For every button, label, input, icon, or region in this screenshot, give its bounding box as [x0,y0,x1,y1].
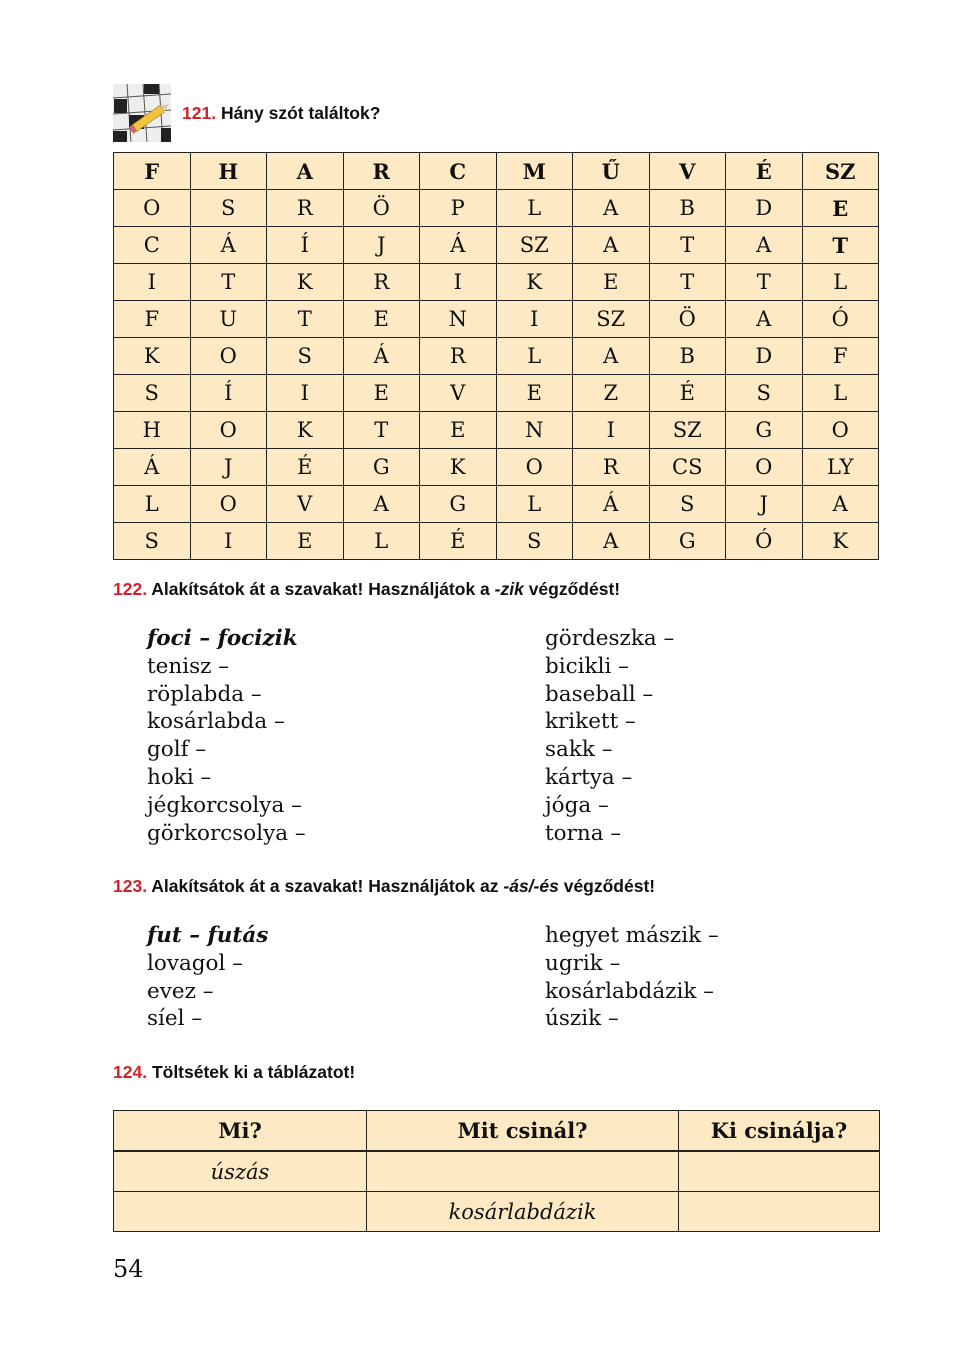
grid-cell[interactable]: L [802,264,879,301]
grid-cell[interactable]: K [267,412,344,449]
exercise-title-part: Alakítsátok át a szavakat! Használjátok az [151,876,504,896]
grid-cell[interactable]: B [649,190,726,227]
exercise-123-heading [113,876,655,897]
grid-row [114,449,879,486]
grid-cell[interactable]: O [496,449,573,486]
grid-row [114,412,879,449]
grid-cell[interactable]: K [267,264,344,301]
grid-cell[interactable]: O [726,449,803,486]
grid-cell[interactable]: L [343,523,420,560]
grid-cell[interactable]: E [420,412,497,449]
grid-cell[interactable]: I [114,264,191,301]
grid-cell[interactable]: I [420,264,497,301]
grid-cell[interactable]: A [726,227,803,264]
grid-cell[interactable]: V [267,486,344,523]
grid-cell[interactable]: O [802,412,879,449]
grid-cell[interactable]: L [802,375,879,412]
grid-cell[interactable]: G [343,449,420,486]
grid-cell[interactable]: O [190,338,267,375]
grid-cell[interactable]: N [496,412,573,449]
grid-cell[interactable]: SZ [573,301,650,338]
word-item: jégkorcsolya – [147,792,302,818]
grid-cell[interactable]: G [726,412,803,449]
grid-cell[interactable]: Á [190,227,267,264]
grid-row [114,523,879,560]
grid-cell[interactable]: F [114,301,191,338]
grid-cell[interactable]: T [343,412,420,449]
word-item: lovagol – [147,950,243,976]
word-item: ugrik – [545,950,621,976]
grid-cell[interactable]: E [802,190,879,227]
exercise-title: Töltsétek ki a táblázatot! [151,1062,356,1082]
grid-cell[interactable]: M [496,153,573,190]
grid-cell[interactable]: K [420,449,497,486]
word-item: röplabda – [147,681,262,707]
grid-cell[interactable]: L [496,338,573,375]
exercise-122-heading [113,579,620,600]
grid-row [114,153,879,190]
table-cell[interactable] [367,1151,679,1192]
grid-cell[interactable]: G [420,486,497,523]
grid-cell[interactable]: L [496,190,573,227]
grid-cell[interactable]: Ó [726,523,803,560]
grid-cell[interactable]: A [573,227,650,264]
exercise-title-part: végződést! [523,579,621,599]
exercise-title-part: Alakítsátok át a szavakat! Használjátok a [151,579,495,599]
column-header-who: Ki csinálja? [679,1111,880,1152]
grid-cell[interactable]: T [649,227,726,264]
grid-cell[interactable]: S [726,375,803,412]
grid-cell[interactable]: B [649,338,726,375]
grid-cell[interactable]: Ű [573,153,650,190]
grid-cell[interactable]: T [649,264,726,301]
word-item: gördeszka – [545,626,675,651]
grid-row [114,486,879,523]
grid-cell[interactable]: S [496,523,573,560]
grid-cell[interactable]: N [420,301,497,338]
grid-cell[interactable]: D [726,338,803,375]
exercise-124-heading [113,1062,355,1083]
grid-cell[interactable]: C [114,227,191,264]
grid-cell[interactable]: E [267,523,344,560]
grid-cell[interactable]: A [267,153,344,190]
word-item: kártya – [545,764,633,790]
grid-cell[interactable]: E [343,375,420,412]
word-item: golf – [147,737,207,763]
grid-cell[interactable]: É [726,153,803,190]
grid-cell[interactable]: Ö [343,190,420,227]
table-row [114,1151,880,1192]
grid-cell[interactable]: Á [114,449,191,486]
grid-cell[interactable]: A [573,190,650,227]
exercise-121-heading [182,103,380,124]
grid-cell[interactable]: T [190,264,267,301]
grid-cell[interactable]: T [802,227,879,264]
word-item: jóga – [545,792,609,818]
grid-cell[interactable]: A [573,338,650,375]
grid-cell[interactable]: Á [573,486,650,523]
grid-cell[interactable]: É [420,523,497,560]
table-cell[interactable] [679,1192,880,1232]
grid-cell[interactable]: P [420,190,497,227]
grid-cell[interactable]: H [190,153,267,190]
word-item: evez – [147,978,214,1004]
grid-cell[interactable]: S [190,190,267,227]
table-cell[interactable]: kosárlabdázik [367,1192,679,1232]
grid-cell[interactable]: K [496,264,573,301]
exercise-number: 124. [113,1062,148,1082]
exercise-number: 123. [113,876,148,896]
exercise-title: Hány szót találtok? [220,103,381,123]
word-item: torna – [545,820,622,846]
grid-cell[interactable]: U [190,301,267,338]
grid-cell[interactable]: J [343,227,420,264]
grid-cell[interactable]: S [114,523,191,560]
grid-cell[interactable]: L [496,486,573,523]
grid-cell[interactable]: V [649,153,726,190]
word-item: kosárlabda – [147,709,285,735]
table-cell[interactable]: úszás [114,1151,367,1192]
grid-row [114,264,879,301]
grid-cell[interactable]: Ó [802,301,879,338]
grid-row [114,301,879,338]
grid-cell[interactable]: R [267,190,344,227]
table-row [114,1192,880,1232]
word-item: hoki – [147,764,212,790]
grid-cell[interactable]: SZ [649,412,726,449]
grid-cell[interactable]: Í [190,375,267,412]
grid-cell[interactable]: L [114,486,191,523]
word-list-right [545,922,719,1033]
fill-in-table [113,1110,880,1232]
word-list-left [147,922,268,1033]
grid-cell[interactable]: A [802,486,879,523]
table-cell[interactable] [679,1151,880,1192]
grid-cell[interactable]: C [420,153,497,190]
grid-cell[interactable]: G [649,523,726,560]
word-item: baseball – [545,681,654,707]
grid-cell[interactable]: O [114,190,191,227]
grid-cell[interactable]: K [802,523,879,560]
exercise-title-suffix: -ás/-és [503,876,559,896]
grid-cell[interactable]: O [190,486,267,523]
word-item: fut – futás [147,923,269,948]
grid-cell[interactable]: Á [420,227,497,264]
word-item: síel – [147,1006,203,1032]
grid-cell[interactable]: J [190,449,267,486]
grid-cell[interactable]: O [190,412,267,449]
grid-cell[interactable]: K [114,338,191,375]
grid-cell[interactable]: R [343,153,420,190]
grid-cell[interactable]: J [726,486,803,523]
grid-cell[interactable]: H [114,412,191,449]
grid-cell[interactable]: A [726,301,803,338]
grid-row [114,338,879,375]
grid-row [114,375,879,412]
grid-cell[interactable]: F [802,338,879,375]
grid-cell[interactable]: R [420,338,497,375]
grid-cell[interactable]: I [496,301,573,338]
word-item: krikett – [545,709,636,735]
word-item: sakk – [545,737,613,763]
word-item: kosárlabdázik – [545,978,714,1004]
grid-cell[interactable]: S [114,375,191,412]
grid-cell[interactable]: E [573,264,650,301]
word-list-left [147,625,306,847]
grid-cell[interactable]: S [649,486,726,523]
grid-cell[interactable]: T [726,264,803,301]
grid-cell[interactable]: A [343,486,420,523]
page-number: 54 [113,1255,144,1283]
grid-cell[interactable]: D [726,190,803,227]
grid-cell[interactable]: A [573,523,650,560]
grid-cell[interactable]: Á [343,338,420,375]
word-search-grid [113,152,879,560]
exercise-number: 121. [182,103,217,123]
grid-cell[interactable]: CS [649,449,726,486]
grid-cell[interactable]: E [343,301,420,338]
grid-cell[interactable]: Í [267,227,344,264]
grid-cell[interactable]: R [573,449,650,486]
crossword-pencil-icon [113,84,171,142]
grid-cell[interactable]: I [190,523,267,560]
grid-cell[interactable]: I [573,412,650,449]
grid-row [114,190,879,227]
exercise-title-part: végződést! [558,876,656,896]
grid-cell[interactable]: LY [802,449,879,486]
grid-cell[interactable]: SZ [496,227,573,264]
grid-cell[interactable]: É [649,375,726,412]
table-cell[interactable] [114,1192,367,1232]
grid-cell[interactable]: F [114,153,191,190]
grid-cell[interactable]: Ö [649,301,726,338]
grid-cell[interactable]: E [496,375,573,412]
grid-cell[interactable]: I [267,375,344,412]
word-item: hegyet mászik – [545,923,719,948]
grid-row [114,227,879,264]
table-header-row [114,1111,880,1152]
grid-cell[interactable]: T [267,301,344,338]
grid-cell[interactable]: É [267,449,344,486]
word-item: úszik – [545,1006,619,1032]
word-list-right [545,625,674,847]
word-item: görkorcsolya – [147,820,306,846]
grid-cell[interactable]: V [420,375,497,412]
word-item: tenisz – [147,653,230,679]
grid-cell[interactable]: Z [573,375,650,412]
grid-cell[interactable]: R [343,264,420,301]
column-header-action: Mit csinál? [367,1111,679,1152]
exercise-title-suffix: -zik [494,579,524,599]
word-item: foci – focizik [147,626,298,651]
grid-cell[interactable]: S [267,338,344,375]
exercise-number: 122. [113,579,148,599]
word-item: bicikli – [545,653,629,679]
column-header-what: Mi? [114,1111,367,1152]
grid-cell[interactable]: SZ [802,153,879,190]
